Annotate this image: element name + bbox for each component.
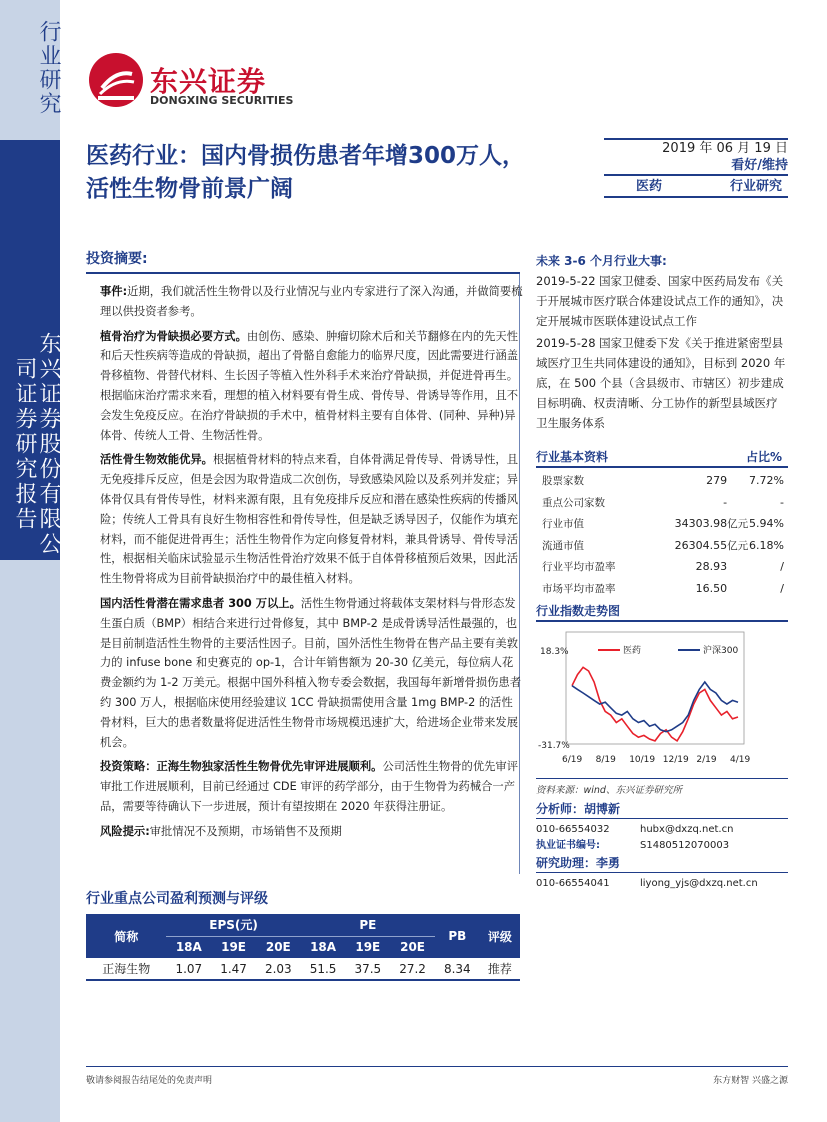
events-title: 未来 3-6 个月行业大事: xyxy=(536,254,667,268)
row-unit: 亿元 xyxy=(727,539,749,552)
disclaimer-note: 敬请参阅报告结尾处的免责声明 xyxy=(86,1076,213,1086)
legend-label: 医药 xyxy=(623,646,642,656)
sidebar-middle-band xyxy=(0,140,60,560)
row-value: 16.50 xyxy=(695,581,728,595)
lead-contact-row xyxy=(536,822,788,838)
row-value: - xyxy=(723,495,728,509)
chart-legend xyxy=(598,644,738,656)
abstract-paragraph xyxy=(100,282,524,322)
report-type: 行业研究 xyxy=(729,179,782,194)
pe-value: 27.2 xyxy=(390,958,435,980)
company-name: 正海生物 xyxy=(86,958,166,980)
paragraph-text: 近期，我们就活性生物骨以及行业情况与业内专家进行了深入沟通，并做简要梳理以供投资者参考。 xyxy=(100,285,523,318)
col-name-header: 简称 xyxy=(86,914,166,958)
paragraph-text: 由创伤、感染、肿瘤切除术后和关节翻修在内的先天性和后天性疾病等造成的骨缺损，超出了骨骼自愈能力的临界尺度，因此需要进行涵盖骨移植物、骨替代材料、生长因子等植入性外科手术来治疗骨缺损，并促进骨再生。根据临床治疗需求来看，理想的植入材料要有骨生成、骨传导、骨诱导等作用，且不会发生免疫反应。在治疗骨缺损的手术中，植骨材料主要有自体骨、(同种、异种)异体骨、传统人工骨、生物活性骨。 xyxy=(100,329,519,442)
x-tick-labels xyxy=(562,755,750,765)
row-share: 7.72% xyxy=(749,474,784,488)
row-share: 5.94% xyxy=(749,517,784,531)
legend-label: 沪深300 xyxy=(703,646,739,656)
series-line-医药 xyxy=(572,667,738,741)
x-tick-label: 4/19 xyxy=(730,755,751,765)
basic-info-table xyxy=(536,470,788,599)
chart-source: 资料来源：wind、东兴证券研究所 xyxy=(536,778,788,796)
event-item: 2019-5-22 国家卫健委、国家中医药局发布《关于开展城市医疗联合体建设试点工作的通知》，决定开展城市医联体建设试点工作 xyxy=(536,274,784,328)
x-tick-label: 2/19 xyxy=(696,755,717,765)
sector-label: 医药 xyxy=(636,179,663,194)
pe-value: 37.5 xyxy=(345,958,390,980)
research-assistant: 研究助理：李勇 xyxy=(536,854,788,873)
report-type-label: 行业研究 xyxy=(36,20,61,116)
row-share: 6.18% xyxy=(749,538,784,552)
row-unit: 亿元 xyxy=(727,518,749,531)
cert-row xyxy=(536,838,788,854)
sidebar xyxy=(0,0,60,1122)
year-header: 18A xyxy=(301,936,346,958)
industry-events xyxy=(536,252,788,433)
col-pb-header: PB xyxy=(435,914,480,958)
table-row xyxy=(536,578,788,600)
row-share: / xyxy=(780,560,784,574)
row-unit xyxy=(727,492,749,514)
assist-email[interactable]: liyong_yjs@dxzq.net.cn xyxy=(640,878,758,889)
forecast-table-title: 行业重点公司盈利预测与评级 xyxy=(86,891,268,907)
row-label: 股票家数 xyxy=(542,475,584,488)
logo-emblem-icon xyxy=(88,52,144,108)
paragraph-lead: 风险提示: xyxy=(100,824,150,838)
row-label: 市场平均市盈率 xyxy=(542,582,616,595)
row-share: / xyxy=(780,581,784,595)
y-tick-label-bottom: -31.7% xyxy=(538,741,570,751)
year-header: 19E xyxy=(345,936,390,958)
abstract-title: 投资摘要: xyxy=(86,248,520,274)
logo-chinese-name: 东兴证券 xyxy=(150,65,267,98)
index-trend-chart xyxy=(536,626,788,766)
basic-info-header xyxy=(536,448,788,468)
report-info-box xyxy=(604,138,788,198)
paragraph-lead: 国内活性骨潜在需求患者 300 万以上。 xyxy=(100,596,301,610)
pb-value: 8.34 xyxy=(435,958,480,980)
logo-english-name: DONGXING SECURITIES xyxy=(150,94,294,107)
sidebar-top-band xyxy=(0,0,60,140)
analyst-info xyxy=(536,800,788,892)
y-tick-label-top: 18.3% xyxy=(540,647,569,657)
paragraph-lead: 事件: xyxy=(100,285,128,298)
eps-value: 1.47 xyxy=(211,958,256,980)
page-footer xyxy=(86,1066,788,1086)
row-value: 26304.55 xyxy=(674,538,728,552)
rating-label: 看好/维持 xyxy=(604,158,788,176)
abstract-paragraph xyxy=(100,450,524,589)
footer-slogan: 东方财智 兴盛之源 xyxy=(713,1076,788,1086)
chart-title: 行业指数走势图 xyxy=(536,602,788,622)
year-header: 18A xyxy=(166,936,211,958)
row-value: 34303.98 xyxy=(674,517,728,531)
row-label: 行业市值 xyxy=(542,518,584,531)
sector-row xyxy=(604,176,788,198)
share-header: 占比% xyxy=(745,450,782,464)
lead-phone: 010-66554032 xyxy=(536,824,610,835)
table-row xyxy=(536,556,788,578)
row-label: 重点公司家数 xyxy=(542,496,605,509)
row-label: 流通市值 xyxy=(542,539,584,552)
paragraph-lead: 投资策略：正海生物独家活性生物骨优先审评进展顺利。 xyxy=(100,760,383,774)
abstract-paragraph xyxy=(100,327,524,446)
assist-contact-row xyxy=(536,876,788,892)
eps-value: 2.03 xyxy=(256,958,301,980)
row-unit xyxy=(727,470,749,492)
paragraph-text: 活性生物骨通过将载体支架材料与骨形态发生蛋白质（BMP）相结合来进行过骨修复，其中 BMP-2 是成骨诱导活性最强的，也是目前制造活性生物骨的主要活性因子。目前，国外活性生物骨在售产品主要有美敦力的 infuse bone 和史赛克的 op-1，合计年销售额为 20-30 亿美元，每位病人花费金额约为 1-2 万美元。根据中国外科植入物专委会数据，我国每年新增骨损伤患者约 300 万人，根据临床使用经验建议 1CC 骨缺损需使用含量 1mg BMP-2 的活性骨材料，巨大的患者数量将促进活性生物骨市场规模迅速扩大，给进场企业带来发展机会。 xyxy=(100,596,522,749)
abstract-paragraph xyxy=(100,822,524,842)
company-report-label: 东兴证券股份有限公司证券研究报告 xyxy=(12,331,61,557)
x-tick-label: 6/19 xyxy=(562,755,583,765)
event-item: 2019-5-28 国家卫健委下发《关于推进紧密型县域医疗卫生共同体建设的通知》，目标到 2020 年底，在 500 个县（含县级市、市辖区）初步建成目标明确、权责清晰、分工协作的新型县域医疗卫生服务体系 xyxy=(536,336,786,430)
paragraph-lead: 活性骨生物效能优异。 xyxy=(100,453,213,467)
abstract-paragraph xyxy=(100,757,524,816)
assist-phone: 010-66554041 xyxy=(536,878,610,889)
paragraph-text: 公司活性生物骨的优先审评审批工作进展顺利，目前已经通过 CDE 审评的药学部分，由于生物骨为药械合一产品，需要等待确认下一步进展，预计有望按期在 2020 年获得注册证。 xyxy=(100,760,519,813)
row-unit xyxy=(727,578,749,600)
x-tick-label: 10/19 xyxy=(629,755,656,765)
row-share: - xyxy=(780,495,784,509)
table-row xyxy=(536,535,788,557)
abstract-body xyxy=(100,282,524,847)
cert-number: S1480512070003 xyxy=(640,840,730,851)
series-group xyxy=(572,667,738,741)
cert-label: 执业证书编号: xyxy=(536,840,600,851)
lead-email[interactable]: hubx@dxzq.net.cn xyxy=(640,824,734,835)
paragraph-text: 根据植骨材料的特点来看，自体骨满足骨传导、骨诱导性，且无免疫排斥反应，但是会因为取骨造成二次创伤，导致感染风险以及系列并发症；异体骨仅具有骨传导性，材料来源有限，且有免疫排斥反应和潜在感染性疾病的传播风险；传统人工骨具有良好生物相容性和骨传导性，但是缺乏诱导因子，仅能作为填充材料，而不能促进骨再生；活性生物骨作为定向修复骨材料，兼具骨诱导、骨传导活性，根据相关临床试验显示生物活性骨治疗效果不低于自体骨移植预后效果，因此活性生物骨将成为目前骨缺损治疗中的最佳植入材料。 xyxy=(100,453,519,586)
x-tick-label: 8/19 xyxy=(595,755,616,765)
pe-value: 51.5 xyxy=(301,958,346,980)
paragraph-text: 审批情况不及预期，市场销售不及预期 xyxy=(149,824,342,838)
x-tick-label: 12/19 xyxy=(662,755,689,765)
table-row xyxy=(536,492,788,514)
table-row xyxy=(536,513,788,535)
table-row xyxy=(86,958,520,980)
rating-value: 推荐 xyxy=(480,958,520,980)
row-value: 28.93 xyxy=(695,560,728,574)
col-rating-header: 评级 xyxy=(480,914,520,958)
sidebar-bottom-band xyxy=(0,560,60,1122)
year-header: 19E xyxy=(211,936,256,958)
year-header: 20E xyxy=(256,936,301,958)
row-unit xyxy=(727,556,749,578)
lead-analyst: 分析师：胡博新 xyxy=(536,800,788,819)
company-logo xyxy=(88,52,308,108)
row-value: 279 xyxy=(706,474,728,488)
eps-value: 1.07 xyxy=(166,958,211,980)
report-headline: 医药行业：国内骨损伤患者年增300万人，活性生物骨前景广阔 xyxy=(86,143,526,202)
col-eps-header: EPS(元) xyxy=(166,914,300,936)
year-header: 20E xyxy=(390,936,435,958)
paragraph-lead: 植骨治疗为骨缺损必要方式。 xyxy=(100,329,247,343)
abstract-paragraph xyxy=(100,594,524,752)
table-row xyxy=(536,470,788,492)
row-label: 行业平均市盈率 xyxy=(542,561,616,574)
report-date: 2019 年 06 月 19 日 xyxy=(604,138,788,158)
basic-info-title: 行业基本资料 xyxy=(536,450,609,464)
forecast-table xyxy=(86,914,520,981)
col-pe-header: PE xyxy=(301,914,435,936)
